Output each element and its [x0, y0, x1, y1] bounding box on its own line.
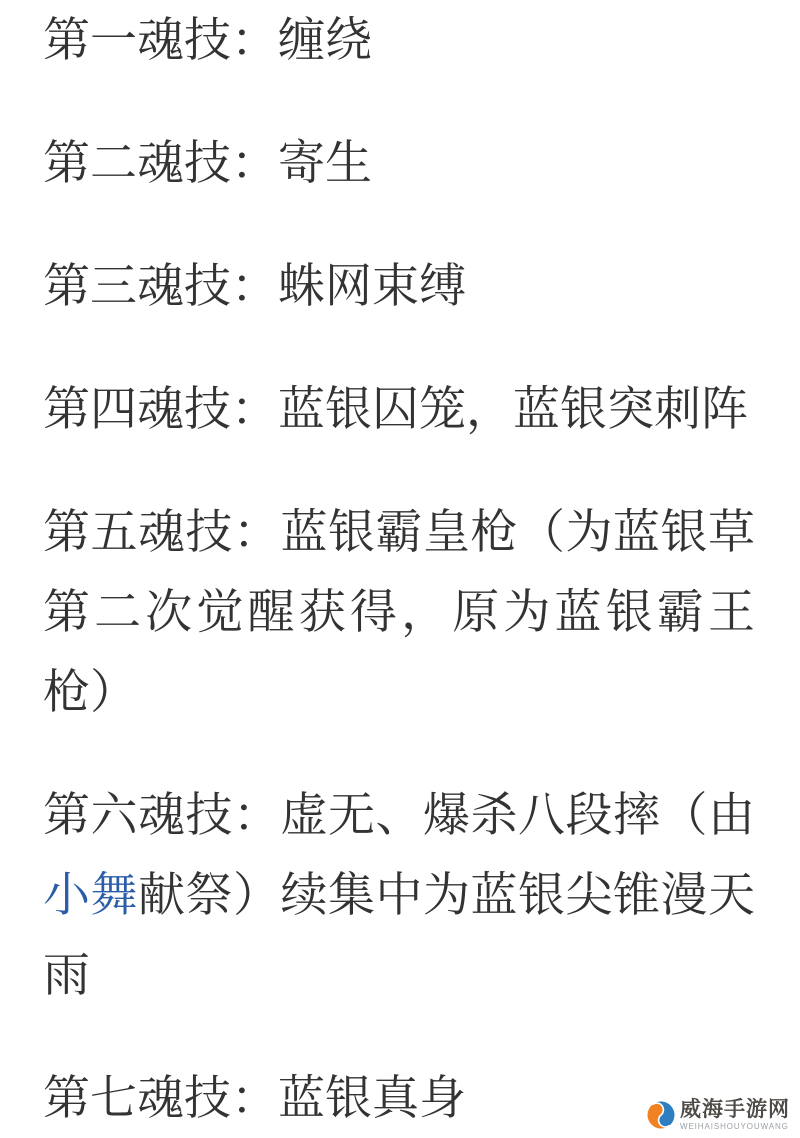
- site-watermark: [646, 1099, 790, 1131]
- skill-line-1: [43, 0, 755, 80]
- watermark-site-name-latin: WEIHAISHOUYOUWANG: [680, 1122, 789, 1131]
- skill-text: 第四魂技：蓝银囚笼，蓝银突刺阵: [43, 382, 748, 435]
- weihai-swirl-logo-icon: [646, 1100, 676, 1130]
- skill-text: 第三魂技：蛛网束缚: [43, 259, 466, 312]
- skill-text: 第一魂技：缠绕: [43, 13, 372, 66]
- skill-text: 第七魂技：蓝银真身: [43, 1071, 466, 1124]
- skill-text: 第二魂技：寄生: [43, 136, 372, 189]
- skill-line-5: [43, 492, 755, 732]
- skill-text: 第六魂技：虚无、爆杀八段摔（由: [43, 788, 755, 841]
- xiaowu-link[interactable]: 小舞: [43, 868, 138, 921]
- skill-text: 第五魂技：蓝银霸皇枪（为蓝银草第二次觉醒获得，原为蓝银霸王枪）: [43, 505, 755, 718]
- skill-line-4: [43, 369, 755, 449]
- watermark-site-name: 威海手游网: [680, 1098, 790, 1121]
- skill-line-6: [43, 775, 755, 1015]
- skill-text: 献祭）续集中为蓝银尖锥漫天雨: [43, 868, 755, 1001]
- skill-line-3: [43, 246, 755, 326]
- skill-line-2: [43, 123, 755, 203]
- watermark-text: [680, 1099, 790, 1131]
